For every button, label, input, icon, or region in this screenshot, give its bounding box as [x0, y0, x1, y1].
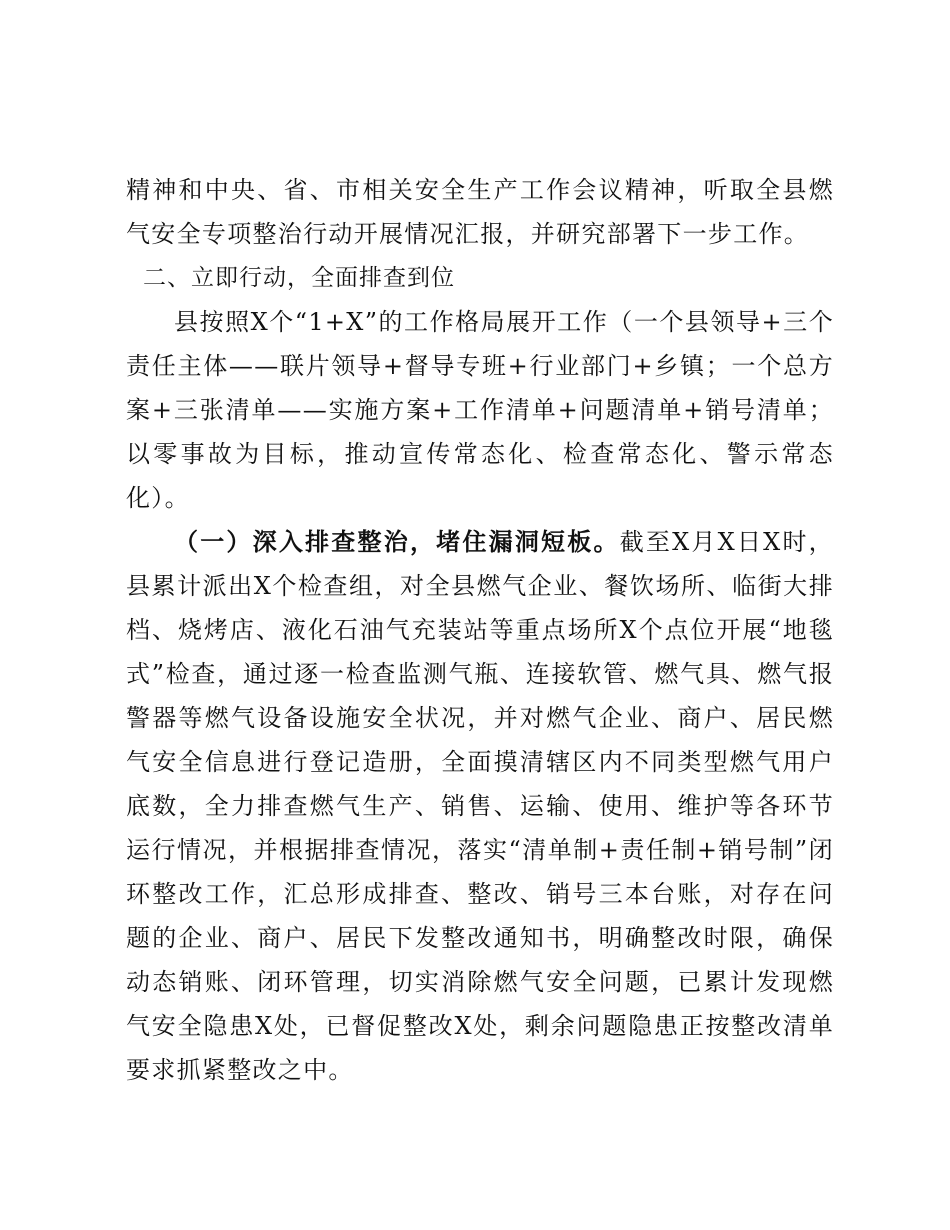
subsection-heading: （一）深入排查整治，堵住漏洞短板。	[174, 527, 620, 556]
subsection-paragraph	[126, 520, 834, 1092]
continuation-paragraph: 精神和中央、省、市相关安全生产工作会议精神，听取全县燃气安全专项整治行动开展情况汇报，并研究部署下一步工作。	[126, 176, 834, 248]
section-heading: 二、立即行动，全面排查到位	[143, 265, 455, 291]
document-page	[126, 168, 834, 1092]
intro-paragraph: 县按照X个“1+X”的工作格局展开工作（一个县领导+三个责任主体——联片领导+督导专班+行业部门+乡镇；一个总方案+三张清单——实施方案+工作清单+问题清单+销号清单；以零事故为目标，推动宣传常态化、检查常态化、警示常态化）。	[126, 308, 834, 512]
subsection-body: 截至X月X日X时，县累计派出X个检查组，对全县燃气企业、餐饮场所、临街大排档、烧烤店、液化石油气充装站等重点场所X个点位开展“地毯式”检查，通过逐一检查监测气瓶、连接软管、燃气具、燃气报警器等燃气设备设施安全状况，并对燃气企业、商户、居民燃气安全信息进行登记造册，全面摸清辖区内不同类型燃气用户底数，全力排查燃气生产、销售、运输、使用、维护等各环节运行情况，并根据排查情况，落实“清单制+责任制+销号制”闭环整改工作，汇总形成排查、整改、销号三本台账，对存在问题的企业、商户、居民下发整改通知书，明确整改时限，确保动态销账、闭环管理，切实消除燃气安全问题，已累计发现燃气安全隐患X处，已督促整改X处，剩余问题隐患正按整改清单要求抓紧整改之中。	[126, 528, 834, 1084]
